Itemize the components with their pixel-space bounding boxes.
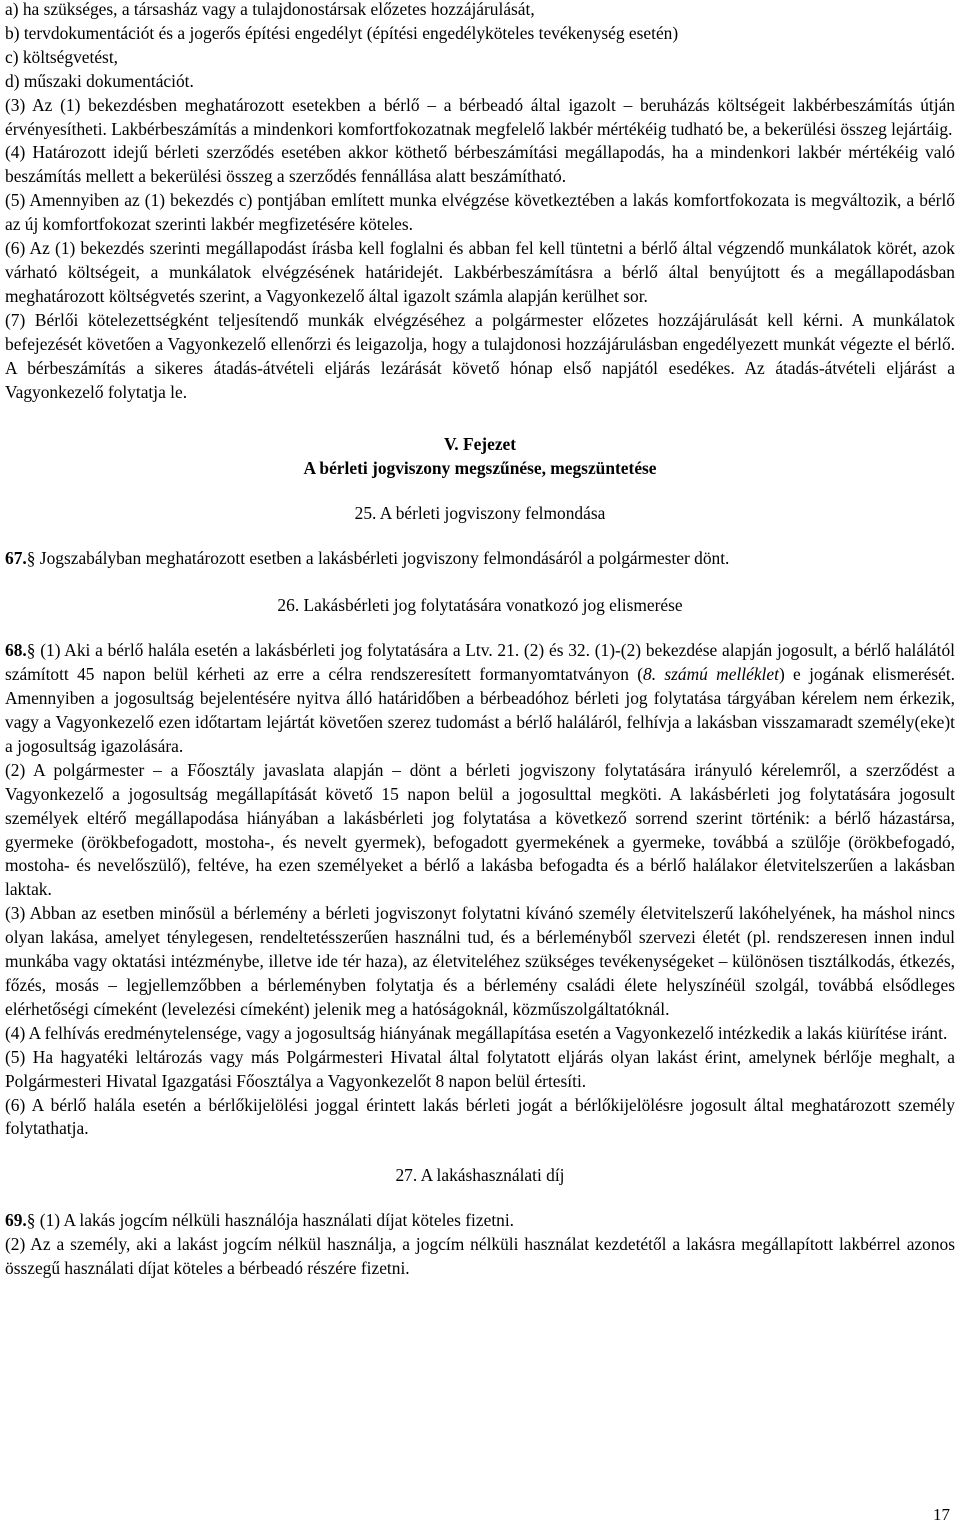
paragraph-68-5: (5) Ha hagyatéki leltározás vagy más Polgármesteri Hivatal által folytatott eljárás olyan lakást érint, amelynek bérlője meghalt, a Polgármesteri Hivatal Igazgatási Főosztálya a Vagyonkezelőt 8 napon belül értesíti. <box>5 1046 955 1091</box>
list-item-d: d) műszaki dokumentációt. <box>5 70 194 91</box>
paragraph-text: ) e jogának elismerését. Amennyiben a jogosultság bejelentésére nyitva álló határidőben a bérbeadóhoz bérleti jog folytatása tárgyában kérelem nem érkezik, vagy a Vagyonkezelő ezen időtartam lejártát követően szerez tudomást a bérlő haláláról, felhívja a lakásban visszamaradt személy(eke)t a jogosultság igazolására. <box>5 664 956 756</box>
paragraph-text: Jogszabályban meghatározott esetben a lakásbérleti jogviszony felmondásáról a polgármester dönt. <box>35 548 730 569</box>
paragraph-number: 67. <box>5 548 27 569</box>
paragraph-4: (4) Határozott idejű bérleti szerződés esetében akkor köthető bérbeszámítási megállapodás, ha a mindenkori lakbér mértékéig való beszámítás mellett a bekerülési összeg a szerződés fennállása alatt beszámítható. <box>5 142 955 187</box>
paragraph-3: (3) Az (1) bekezdésben meghatározott esetekben a bérlő – a bérbeadó által igazolt – beruházás költségeit lakbérbeszámítás útján érvényesítheti. Lakbérbeszámítás a mindenkori komfortfokozatnak megfelelő lakbér mértékéig tudható be, a bekerülési összeg lejártáig. <box>5 94 955 139</box>
chapter-number: V. Fejezet <box>443 434 517 455</box>
paragraph-number: 69. <box>5 1210 27 1231</box>
section-25-heading: 25. A bérleti jogviszony felmondása <box>354 503 606 524</box>
paragraph-68-4: (4) A felhívás eredménytelensége, vagy a jogosultság hiányának megállapítása esetén a Vagyonkezelő intézkedik a lakás kiürítése iránt. <box>5 1022 948 1043</box>
paragraph-number: 68. <box>5 640 27 661</box>
paragraph-68-1 <box>5 639 955 759</box>
paragraph-6: (6) Az (1) bekezdés szerinti megállapodást írásba kell foglalni és abban fel kell tüntetni a bérlő által végzendő munkálatok körét, azok várható költségeit, a munkálatok elvégzésének határidejét. Lakbérbeszámításra a bérlő által benyújtott és a megállapodásban meghatározott költségvetés szerint, a Vagyonkezelő által igazolt számla alapján kerülhet sor. <box>5 238 955 306</box>
paragraph-5: (5) Amennyiben az (1) bekezdés c) pontjában említett munka elvégzése következtében a lakás komfortfokozata is megváltozik, a bérlő az új komfortfokozat szerinti lakbér megfizetésére köteles. <box>5 190 955 235</box>
document-page <box>5 0 955 1281</box>
paragraph-text: (1) Aki a bérlő halála esetén a lakásbérleti jog folytatására a Ltv. 21. (2) és 32. (1)-(2) bekezdése alapján jogosult, a bérlő halálától számított 45 napon belül kérheti az erre a célra rendszeresített formanyomtatványon ( <box>5 640 955 685</box>
paragraph-68-3: (3) Abban az esetben minősül a bérlemény a bérleti jogviszonyt folytatni kívánó személy életvitelszerű lakóhelyének, ha máshol nincs olyan lakása, amelyet ténylegesen, rendeltetésszerűen használni tud, és a bérleményből szervezi életét (pl. rendszeresen innen indul munkába vagy oktatási intézménybe, illetve ide tér haza), az életviteléhez szükséges tevékenységeket – különösen tisztálkodás, étkezés, főzés, mosás – legjellemzőbben a bérleményben folytatja és a bérlemény családi élete helyszínéül szolgál, továbbá elsődleges elérhetőségi címeként (levelezési címeként) jelenik meg a hatóságoknál, közműszolgáltatóknál. <box>5 903 955 1019</box>
annex-reference: 8. számú melléklet <box>643 664 779 685</box>
section-sign-icon: § <box>26 548 36 569</box>
paragraph-69-1 <box>5 1209 955 1233</box>
paragraph-68-6: (6) A bérlő halála esetén a bérlőkijelölési joggal érintett lakás bérleti jogát a bérlőkijelölésre jogosult által meghatározott személy folytathatja. <box>5 1094 955 1139</box>
section-26-heading: 26. Lakásbérleti jog folytatására vonatkozó jog elismerése <box>277 595 683 616</box>
list-item-c: c) költségvetést, <box>5 46 119 67</box>
paragraph-7: (7) Bérlői kötelezettségként teljesítendő munkák elvégzéséhez a polgármester előzetes hozzájárulását kell kérni. A munkálatok befejezését követően a Vagyonkezelő ellenőrzi és leigazolja, hogy a tulajdonosi hozzájárulásban engedélyezett munkát végezte el bérlő. A bérbeszámítás a sikeres átadás-átvételi eljárás lezárását követő hónap első napjától esedékes. Az átadás-átvételi eljárást a Vagyonkezelő folytatja le. <box>5 309 955 402</box>
section-sign-icon: § <box>26 1210 36 1231</box>
chapter-title: A bérleti jogviszony megszűnése, megszüntetése <box>303 458 657 479</box>
paragraph-68-2: (2) A polgármester – a Főosztály javaslata alapján – dönt a bérleti jogviszony folytatására irányuló kérelemről, a szerződést a Vagyonkezelő a jogosultság megállapítását követő 15 napon belül a jogosulttal megköti. A lakásbérleti jog folytatására jogosult személyek eltérő megállapodása hiányában a lakásbérleti jog folytatása a következő sorrend szerint történik: a bérlő házastársa, gyermeke (örökbefogadott, mostoha-, és nevelt gyermek), befogadott gyermekének a gyermeke, továbbá a szülője (örökbefogadó, mostoha- és nevelőszülő), feltéve, ha ezen személyeket a bérlő a lakásba befogadta és a bérlő halálakor életvitelszerűen a lakásban laktak. <box>5 759 955 900</box>
page-number: 17 <box>933 1505 950 1524</box>
section-sign-icon: § <box>26 640 36 661</box>
list-item-a: a) ha szükséges, a társasház vagy a tulajdonostársak előzetes hozzájárulását, <box>5 0 535 19</box>
paragraph-67 <box>5 547 955 571</box>
section-27-heading: 27. A lakáshasználati díj <box>395 1165 565 1186</box>
paragraph-text: (1) A lakás jogcím nélküli használója használati díjat köteles fizetni. <box>35 1210 515 1231</box>
list-item-b: b) tervdokumentációt és a jogerős építési engedélyt (építési engedélyköteles tevékenység esetén) <box>5 22 679 43</box>
paragraph-69-2: (2) Az a személy, aki a lakást jogcím nélkül használja, a jogcím nélküli használat kezdetétől a lakásra megállapított lakbérrel azonos összegű használati díjat köteles a bérbeadó részére fizetni. <box>5 1234 955 1279</box>
